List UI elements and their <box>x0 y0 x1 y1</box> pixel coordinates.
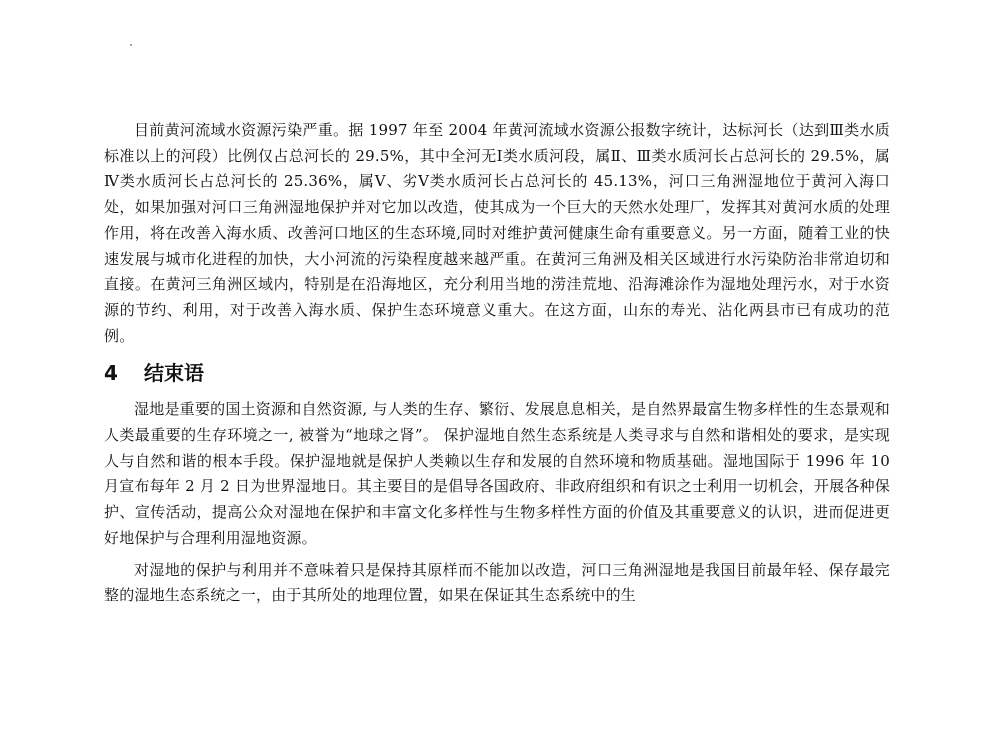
scan-speck <box>130 44 132 46</box>
document-body <box>104 118 890 609</box>
paragraph-wetland-protection: 对湿地的保护与利用并不意味着只是保持其原样而不能加以改造，河口三角洲湿地是我国目前最年轻、保存最完整的湿地生态系统之一，由于其所处的地理位置，如果在保证其生态系统中的生 <box>104 560 890 605</box>
paragraph-wetland-importance: 湿地是重要的国土资源和自然资源, 与人类的生存、繁衍、发展息息相关，是自然界最富生物多样性的生态景观和人类最重要的生存环境之一, 被誉为“地球之肾”。 保护湿地自然生态系统是人类寻求与自然和谐相处的要求，是实现人与自然和谐的根本手段。保护湿地就是保护人类赖以生存和发展的自然环境和物质基础。湿地国际于 1996 年 10 月宣布每年 2 月 2 日为世界湿地日。其主要目的是倡导各国政府、非政府组织和有识之士利用一切机会，开展各种保护、宣传活动，提高公众对湿地在保护和丰富文化多样性与生物多样性方面的价值及其重要意义的认识，进而促进更好地保护与合理利用湿地资源。 <box>104 400 890 547</box>
section-heading <box>104 359 890 387</box>
section-title: 结束语 <box>144 361 204 386</box>
paragraph-water-pollution: 目前黄河流域水资源污染严重。据 1997 年至 2004 年黄河流域水资源公报数字统计，达标河长（达到Ⅲ类水质标准以上的河段）比例仅占总河长的 29.5%，其中全河无Ⅰ类水质河段，属Ⅱ、Ⅲ类水质河长占总河长的 29.5%，属Ⅳ类水质河长占总河长的 25.36%，属Ⅴ、劣Ⅴ类水质河长占总河长的 45.13%，河口三角洲湿地位于黄河入海口处，如果加强对河口三角洲湿地保护并对它加以改造，使其成为一个巨大的天然水处理厂，发挥其对黄河水质的处理作用，将在改善入海水质、改善河口地区的生态环境,同时对维护黄河健康生命有重要意义。另一方面，随着工业的快速发展与城市化进程的加快，大小河流的污染程度越来越严重。在黄河三角洲及相关区域进行水污染防治非常迫切和直接。在黄河三角洲区域内，特别是在沿海地区，充分利用当地的涝洼荒地、沿海滩涂作为湿地处理污水，对于水资源的节约、利用，对于改善入海水质、保护生态环境意义重大。在这方面，山东的寿光、沾化两县市已有成功的范例。 <box>104 121 890 345</box>
section-number: 4 <box>104 361 118 386</box>
